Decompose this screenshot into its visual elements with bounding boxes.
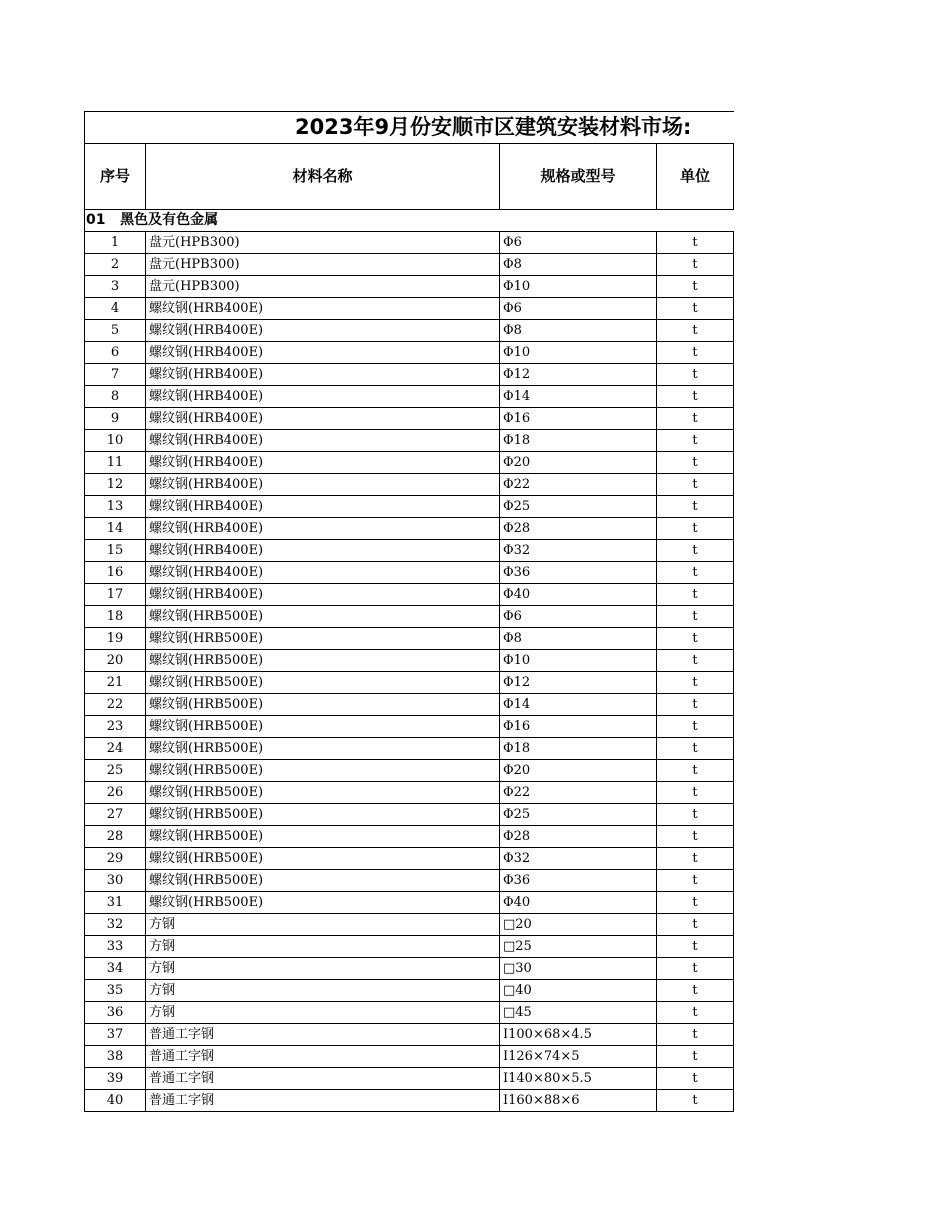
cell-no: 32: [85, 914, 146, 936]
cell-spec: □40: [500, 980, 657, 1002]
cell-spec: Φ36: [500, 562, 657, 584]
cell-unit: t: [657, 980, 734, 1002]
cell-name: 螺纹钢(HRB400E): [146, 518, 500, 540]
cell-name: 方钢: [146, 958, 500, 980]
table-row: [85, 364, 734, 386]
cell-no: 10: [85, 430, 146, 452]
table-row: [85, 276, 734, 298]
cell-spec: Φ14: [500, 386, 657, 408]
header-name: 材料名称: [146, 144, 500, 210]
cell-no: 26: [85, 782, 146, 804]
table-row: [85, 452, 734, 474]
cell-no: 14: [85, 518, 146, 540]
cell-no: 21: [85, 672, 146, 694]
table-row: [85, 254, 734, 276]
price-sheet: [84, 111, 734, 1112]
table-row: [85, 386, 734, 408]
cell-spec: Φ12: [500, 364, 657, 386]
cell-spec: Φ18: [500, 738, 657, 760]
cell-no: 38: [85, 1046, 146, 1068]
cell-name: 螺纹钢(HRB500E): [146, 804, 500, 826]
table-row: [85, 672, 734, 694]
table-row: [85, 892, 734, 914]
table-row: [85, 628, 734, 650]
cell-no: 23: [85, 716, 146, 738]
cell-spec: Φ36: [500, 870, 657, 892]
cell-name: 螺纹钢(HRB500E): [146, 760, 500, 782]
cell-name: 方钢: [146, 914, 500, 936]
cell-no: 12: [85, 474, 146, 496]
cell-no: 39: [85, 1068, 146, 1090]
cell-name: 螺纹钢(HRB500E): [146, 628, 500, 650]
header-unit: 单位: [657, 144, 734, 210]
cell-name: 盘元(HPB300): [146, 254, 500, 276]
cell-spec: I160×88×6: [500, 1090, 657, 1112]
cell-no: 4: [85, 298, 146, 320]
table-row: [85, 584, 734, 606]
cell-name: 螺纹钢(HRB400E): [146, 496, 500, 518]
cell-spec: Φ20: [500, 760, 657, 782]
cell-spec: Φ22: [500, 782, 657, 804]
cell-no: 40: [85, 1090, 146, 1112]
table-row: [85, 562, 734, 584]
cell-unit: t: [657, 408, 734, 430]
cell-no: 36: [85, 1002, 146, 1024]
cell-name: 方钢: [146, 936, 500, 958]
table-row: [85, 980, 734, 1002]
cell-name: 螺纹钢(HRB500E): [146, 892, 500, 914]
table-row: [85, 650, 734, 672]
cell-no: 28: [85, 826, 146, 848]
cell-name: 螺纹钢(HRB400E): [146, 452, 500, 474]
cell-name: 螺纹钢(HRB500E): [146, 606, 500, 628]
cell-name: 螺纹钢(HRB500E): [146, 672, 500, 694]
cell-no: 8: [85, 386, 146, 408]
cell-no: 16: [85, 562, 146, 584]
cell-name: 螺纹钢(HRB400E): [146, 430, 500, 452]
cell-spec: Φ14: [500, 694, 657, 716]
cell-no: 25: [85, 760, 146, 782]
section-code: 01: [86, 212, 106, 228]
cell-no: 13: [85, 496, 146, 518]
table-row: [85, 870, 734, 892]
cell-name: 普通工字钢: [146, 1024, 500, 1046]
cell-spec: I140×80×5.5: [500, 1068, 657, 1090]
table-row: [85, 738, 734, 760]
table-row: [85, 298, 734, 320]
cell-name: 螺纹钢(HRB400E): [146, 540, 500, 562]
cell-unit: t: [657, 826, 734, 848]
cell-unit: t: [657, 804, 734, 826]
cell-unit: t: [657, 254, 734, 276]
cell-spec: □45: [500, 1002, 657, 1024]
header-spec: 规格或型号: [500, 144, 657, 210]
cell-no: 6: [85, 342, 146, 364]
cell-spec: Φ25: [500, 496, 657, 518]
cell-name: 螺纹钢(HRB500E): [146, 716, 500, 738]
cell-unit: t: [657, 430, 734, 452]
cell-unit: t: [657, 386, 734, 408]
cell-no: 18: [85, 606, 146, 628]
cell-no: 22: [85, 694, 146, 716]
cell-no: 34: [85, 958, 146, 980]
table-row: [85, 540, 734, 562]
table-row: [85, 408, 734, 430]
cell-unit: t: [657, 672, 734, 694]
table-row: [85, 430, 734, 452]
title-row: [85, 112, 734, 144]
cell-spec: Φ32: [500, 848, 657, 870]
cell-unit: t: [657, 716, 734, 738]
cell-spec: Φ20: [500, 452, 657, 474]
cell-spec: Φ40: [500, 892, 657, 914]
cell-name: 螺纹钢(HRB400E): [146, 386, 500, 408]
cell-spec: □25: [500, 936, 657, 958]
cell-no: 31: [85, 892, 146, 914]
cell-spec: Φ10: [500, 342, 657, 364]
cell-name: 普通工字钢: [146, 1068, 500, 1090]
cell-spec: Φ8: [500, 320, 657, 342]
table-row: [85, 694, 734, 716]
cell-unit: t: [657, 584, 734, 606]
cell-unit: t: [657, 474, 734, 496]
cell-no: 3: [85, 276, 146, 298]
table-row: [85, 936, 734, 958]
table-row: [85, 804, 734, 826]
cell-name: 螺纹钢(HRB500E): [146, 826, 500, 848]
cell-spec: Φ8: [500, 628, 657, 650]
cell-name: 普通工字钢: [146, 1046, 500, 1068]
cell-spec: □30: [500, 958, 657, 980]
cell-spec: Φ12: [500, 672, 657, 694]
cell-unit: t: [657, 562, 734, 584]
cell-no: 15: [85, 540, 146, 562]
cell-unit: t: [657, 1002, 734, 1024]
cell-no: 37: [85, 1024, 146, 1046]
cell-no: 27: [85, 804, 146, 826]
table-row: [85, 760, 734, 782]
header-row: [85, 144, 734, 210]
cell-unit: t: [657, 738, 734, 760]
cell-unit: t: [657, 1046, 734, 1068]
table-row: [85, 1024, 734, 1046]
cell-unit: t: [657, 694, 734, 716]
cell-name: 螺纹钢(HRB500E): [146, 694, 500, 716]
cell-name: 螺纹钢(HRB400E): [146, 298, 500, 320]
cell-no: 9: [85, 408, 146, 430]
cell-no: 7: [85, 364, 146, 386]
cell-name: 螺纹钢(HRB400E): [146, 408, 500, 430]
header-no: 序号: [85, 144, 146, 210]
cell-name: 盘元(HPB300): [146, 276, 500, 298]
cell-unit: t: [657, 782, 734, 804]
cell-spec: Φ16: [500, 408, 657, 430]
cell-name: 螺纹钢(HRB500E): [146, 870, 500, 892]
cell-spec: Φ22: [500, 474, 657, 496]
cell-unit: t: [657, 518, 734, 540]
cell-spec: Φ40: [500, 584, 657, 606]
cell-unit: t: [657, 848, 734, 870]
cell-unit: t: [657, 870, 734, 892]
cell-unit: t: [657, 320, 734, 342]
cell-spec: Φ10: [500, 276, 657, 298]
cell-name: 螺纹钢(HRB500E): [146, 650, 500, 672]
cell-spec: Φ25: [500, 804, 657, 826]
table-row: [85, 716, 734, 738]
cell-unit: t: [657, 540, 734, 562]
cell-name: 螺纹钢(HRB500E): [146, 848, 500, 870]
cell-no: 30: [85, 870, 146, 892]
cell-no: 11: [85, 452, 146, 474]
cell-spec: Φ28: [500, 518, 657, 540]
cell-unit: t: [657, 1024, 734, 1046]
cell-no: 24: [85, 738, 146, 760]
cell-unit: t: [657, 496, 734, 518]
cell-name: 螺纹钢(HRB400E): [146, 562, 500, 584]
table-row: [85, 320, 734, 342]
table-row: [85, 1090, 734, 1112]
cell-no: 29: [85, 848, 146, 870]
cell-name: 螺纹钢(HRB400E): [146, 320, 500, 342]
sheet-title: 2023年9月份安顺市区建筑安装材料市场:: [85, 112, 734, 144]
table-row: [85, 606, 734, 628]
cell-unit: t: [657, 914, 734, 936]
cell-name: 螺纹钢(HRB500E): [146, 738, 500, 760]
cell-unit: t: [657, 760, 734, 782]
table-row: [85, 914, 734, 936]
cell-name: 普通工字钢: [146, 1090, 500, 1112]
cell-spec: □20: [500, 914, 657, 936]
cell-no: 33: [85, 936, 146, 958]
cell-unit: t: [657, 650, 734, 672]
cell-spec: Φ10: [500, 650, 657, 672]
table-row: [85, 1046, 734, 1068]
cell-unit: t: [657, 276, 734, 298]
cell-name: 螺纹钢(HRB400E): [146, 364, 500, 386]
cell-name: 螺纹钢(HRB400E): [146, 584, 500, 606]
cell-no: 19: [85, 628, 146, 650]
table-row: [85, 518, 734, 540]
cell-unit: t: [657, 958, 734, 980]
table-row: [85, 782, 734, 804]
cell-unit: t: [657, 452, 734, 474]
cell-unit: t: [657, 298, 734, 320]
cell-spec: Φ28: [500, 826, 657, 848]
cell-spec: I100×68×4.5: [500, 1024, 657, 1046]
cell-spec: Φ8: [500, 254, 657, 276]
section-name: 黑色及有色金属: [120, 212, 219, 228]
cell-unit: t: [657, 892, 734, 914]
cell-no: 1: [85, 232, 146, 254]
cell-name: 盘元(HPB300): [146, 232, 500, 254]
cell-spec: Φ6: [500, 606, 657, 628]
cell-unit: t: [657, 232, 734, 254]
cell-no: 5: [85, 320, 146, 342]
section-row: [85, 210, 734, 232]
cell-no: 35: [85, 980, 146, 1002]
table-row: [85, 232, 734, 254]
table-row: [85, 1068, 734, 1090]
cell-spec: Φ16: [500, 716, 657, 738]
cell-name: 方钢: [146, 980, 500, 1002]
cell-unit: t: [657, 342, 734, 364]
table-row: [85, 474, 734, 496]
cell-unit: t: [657, 936, 734, 958]
cell-spec: Φ32: [500, 540, 657, 562]
cell-spec: Φ18: [500, 430, 657, 452]
cell-spec: Φ6: [500, 232, 657, 254]
cell-no: 20: [85, 650, 146, 672]
table-row: [85, 342, 734, 364]
cell-name: 方钢: [146, 1002, 500, 1024]
cell-name: 螺纹钢(HRB400E): [146, 342, 500, 364]
table-row: [85, 958, 734, 980]
cell-spec: I126×74×5: [500, 1046, 657, 1068]
table-row: [85, 1002, 734, 1024]
cell-name: 螺纹钢(HRB400E): [146, 474, 500, 496]
table-row: [85, 496, 734, 518]
table-row: [85, 848, 734, 870]
cell-unit: t: [657, 364, 734, 386]
cell-unit: t: [657, 1068, 734, 1090]
cell-no: 2: [85, 254, 146, 276]
cell-name: 螺纹钢(HRB500E): [146, 782, 500, 804]
cell-unit: t: [657, 606, 734, 628]
cell-unit: t: [657, 628, 734, 650]
cell-unit: t: [657, 1090, 734, 1112]
cell-spec: Φ6: [500, 298, 657, 320]
table-row: [85, 826, 734, 848]
cell-no: 17: [85, 584, 146, 606]
section-label: [85, 210, 734, 232]
